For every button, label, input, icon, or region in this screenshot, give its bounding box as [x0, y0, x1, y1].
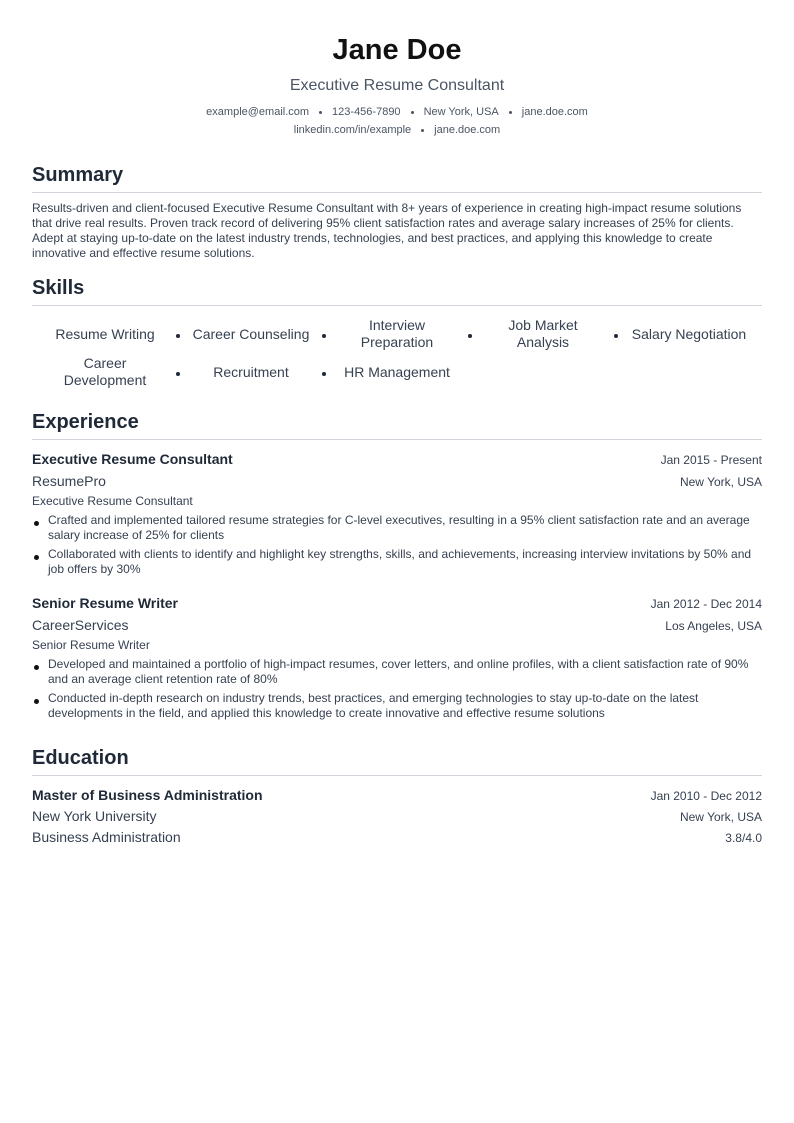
candidate-title: Executive Resume Consultant: [289, 77, 505, 94]
contact-line-1: [32, 103, 762, 121]
skill-label: Career Counseling: [192, 325, 310, 342]
skill-label: Resume Writing: [55, 325, 155, 342]
skill-item: [324, 315, 470, 353]
job-bullet: Crafted and implemented tailored resume strategies for C-level executives, resulting in a 95% client satisfaction rate and an average salary increase of 25% for clients: [32, 513, 762, 543]
skill-item: [178, 353, 324, 391]
summary-section: [32, 162, 762, 261]
job-bullet: Collaborated with clients to identify and highlight key strengths, skills, and achievements, increasing interview invitations by 50% and job offers by 30%: [32, 547, 762, 577]
skill-item: [32, 353, 178, 391]
separator-dot: [421, 129, 424, 132]
skill-item: [178, 315, 324, 353]
job-dates: Jan 2015 - Present: [660, 453, 762, 467]
experience-entry: [32, 593, 762, 721]
skill-label: Recruitment: [213, 363, 289, 380]
job-header-row: [32, 449, 762, 470]
job-location: New York, USA: [679, 475, 762, 489]
contact-email[interactable]: example@email.com: [206, 106, 310, 118]
contact-website[interactable]: jane.doe.com: [521, 106, 588, 118]
skills-heading: Skills: [32, 275, 762, 306]
contact-linkedin[interactable]: linkedin.com/in/example: [293, 124, 412, 136]
job-bullets: [32, 657, 762, 721]
candidate-name: Jane Doe: [332, 34, 462, 66]
education-heading: Education: [32, 745, 762, 776]
contact-phone[interactable]: 123-456-7890: [332, 106, 401, 118]
edu-field: Business Administration: [32, 829, 181, 845]
job-subtitle: Senior Resume Writer: [32, 638, 150, 652]
experience-entry: [32, 449, 762, 577]
summary-heading: Summary: [32, 162, 762, 193]
job-location: Los Angeles, USA: [665, 619, 762, 633]
skill-label: Salary Negotiation: [631, 325, 747, 342]
edu-gpa: 3.8/4.0: [725, 831, 762, 845]
skills-list: [32, 315, 762, 391]
job-company-row: [32, 470, 762, 492]
job-bullets: [32, 513, 762, 577]
edu-dates: Jan 2010 - Dec 2012: [650, 789, 762, 803]
skill-item: [32, 315, 178, 353]
skill-item: [324, 353, 470, 391]
separator-dot: [319, 111, 322, 114]
job-header-row: [32, 593, 762, 614]
skill-label: Interview Preparation: [360, 317, 434, 350]
edu-school-row: [32, 806, 762, 827]
job-company-row: [32, 614, 762, 636]
edu-degree: Master of Business Administration: [32, 787, 263, 803]
separator-dot: [509, 111, 512, 114]
skill-label: Career Development: [63, 355, 147, 388]
skill-item: [470, 315, 616, 353]
contact-location: New York, USA: [423, 106, 499, 118]
job-company: ResumePro: [32, 473, 106, 489]
job-bullet: Developed and maintained a portfolio of high-impact resumes, cover letters, and online profiles, with a client satisfaction rate of 90% and an average client retention rate of 80%: [32, 657, 762, 687]
job-title: Executive Resume Consultant: [32, 451, 233, 467]
experience-section: [32, 409, 762, 721]
education-section: [32, 745, 762, 848]
resume-header: [32, 0, 762, 139]
skill-label: Job Market Analysis: [508, 317, 578, 350]
summary-text: Results-driven and client-focused Executive Resume Consultant with 8+ years of experience in creating high-impact resume solutions that drive real results. Proven track record of delivering 95% client satisfaction rates and average salary increases of 25% for clients. Adept at staying up-to-date on the latest industry trends, technologies, and best practices, and applying this knowledge to create innovative and effective resume solutions.: [32, 201, 742, 260]
job-bullet: Conducted in-depth research on industry trends, best practices, and emerging technologies to stay up-to-date on the latest developments in the field, and applied this knowledge to create innovative and effective resume solutions: [32, 691, 762, 721]
job-title: Senior Resume Writer: [32, 595, 179, 611]
job-subtitle: Executive Resume Consultant: [32, 494, 193, 508]
skills-section: [32, 275, 762, 391]
edu-field-row: [32, 827, 762, 848]
contact-website-2[interactable]: jane.doe.com: [434, 124, 501, 136]
experience-heading: Experience: [32, 409, 762, 440]
contact-line-2: [32, 121, 762, 139]
education-entry: [32, 785, 762, 848]
edu-school: New York University: [32, 808, 157, 824]
job-dates: Jan 2012 - Dec 2014: [650, 597, 762, 611]
edu-location: New York, USA: [679, 810, 762, 824]
skill-item: [616, 315, 762, 353]
separator-dot: [411, 111, 414, 114]
job-company: CareerServices: [32, 617, 129, 633]
edu-header-row: [32, 785, 762, 806]
skill-label: HR Management: [344, 363, 450, 380]
